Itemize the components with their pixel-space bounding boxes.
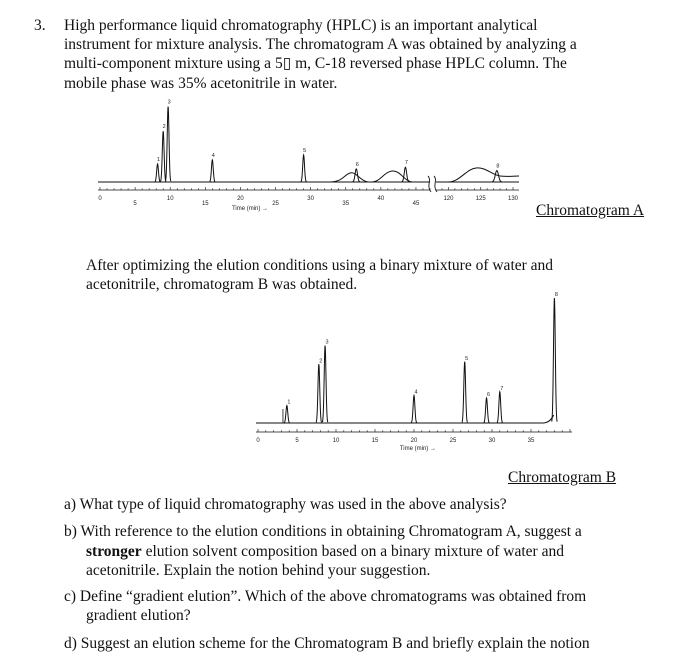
chart-b-baseline xyxy=(256,415,554,423)
chart-a-tick-label: 30 xyxy=(307,196,314,202)
chart-a-tick-label: 25 xyxy=(272,201,279,207)
chart-b-xlabel: Time (min) → xyxy=(399,446,436,452)
chart-b-tick-label: 10 xyxy=(332,438,340,444)
chart-b-peak-8 xyxy=(552,298,557,422)
chart-b-peak-label-7: 7 xyxy=(500,385,504,392)
chart-a-peak-label-8: 8 xyxy=(496,163,500,170)
chart-b-peak-label-2: 2 xyxy=(319,358,323,365)
intro-line-3: multi-component mixture using a 5▯ m, C-18 reversed phase HPLC column. The xyxy=(64,55,567,72)
chart-b-tick-label: 15 xyxy=(371,438,379,444)
chart-a-tick-label: 0 xyxy=(98,196,102,202)
chart-b-peak-label-8: 8 xyxy=(554,292,558,298)
question-number: 3. xyxy=(34,17,46,34)
chart-a-peak-label-1: 1 xyxy=(157,156,161,163)
chart-a-tick-label: 120 xyxy=(443,196,454,202)
chart-b-peak-label-5: 5 xyxy=(465,355,469,362)
chart-a-tick-label: 125 xyxy=(475,196,486,202)
chart-b-peak-label-4: 4 xyxy=(414,389,418,396)
chart-b-peak-5 xyxy=(462,362,467,423)
chart-b-peak-4 xyxy=(411,396,416,423)
stronger-bold: stronger xyxy=(86,543,142,560)
chart-b-peak-1 xyxy=(284,406,289,423)
question-b-line-2-rest: elution solvent composition based on a binary mixture of water and xyxy=(141,543,564,560)
chromatogram-b-caption: Chromatogram B xyxy=(508,469,617,486)
chart-a-peak-label-2: 2 xyxy=(162,124,166,131)
chart-b-tick-label: 25 xyxy=(449,438,457,444)
chart-a-tick-label: 130 xyxy=(507,196,519,202)
intro-line-1: High performance liquid chromatography (HPLC) is an important analytical xyxy=(64,17,538,34)
chart-b-peak-7 xyxy=(497,392,502,423)
middle-line-1: After optimizing the elution conditions using a binary mixture of water and xyxy=(86,257,554,274)
chart-b-peak-2 xyxy=(316,364,321,422)
chart-b-tick-label: 30 xyxy=(488,438,496,444)
question-c-line-2: gradient elution? xyxy=(86,607,191,624)
question-b-line-3: acetonitrile. Explain the notion behind your suggestion. xyxy=(86,562,431,579)
chart-a-tick-label: 35 xyxy=(342,201,350,207)
chart-a-peak-label-6: 6 xyxy=(355,161,359,168)
question-d: d) Suggest an elution scheme for the Chromatogram B and briefly explain the notion xyxy=(64,635,590,652)
chromatogram-a-caption: Chromatogram A xyxy=(536,202,645,219)
question-a: a) What type of liquid chromatography was used in the above analysis? xyxy=(64,496,507,513)
chart-a-peak-label-3: 3 xyxy=(167,99,171,106)
question-b-line-2 xyxy=(86,542,564,561)
chart-b-tick-label: 35 xyxy=(527,438,535,444)
question-b-line-1: b) With reference to the elution conditions in obtaining Chromatogram A, suggest a xyxy=(64,523,582,540)
chart-a-xlabel: Time (min) → xyxy=(231,206,269,212)
chart-a-peak-label-7: 7 xyxy=(404,160,408,167)
chart-a-tick-label: 45 xyxy=(412,201,420,207)
question-c-line-1: c) Define “gradient elution”. Which of the above chromatograms was obtained from xyxy=(64,588,587,605)
chart-b-peak-3 xyxy=(322,346,327,423)
chart-b-peak-label-1: 1 xyxy=(287,399,291,406)
chart-a-peak-label-4: 4 xyxy=(211,152,215,159)
chart-b-peak-6 xyxy=(484,398,489,423)
chart-a-tick-label: 40 xyxy=(377,196,385,202)
chart-a-tick-label: 15 xyxy=(201,201,209,207)
chart-b-tick-label: 5 xyxy=(295,438,299,444)
chart-a-tick-label: 10 xyxy=(166,196,174,202)
chart-b-peak-label-6: 6 xyxy=(487,392,491,398)
chart-a-tick-label: 20 xyxy=(237,196,244,202)
chart-b-peak-label-3: 3 xyxy=(325,339,329,346)
chart-a-tick-label: 5 xyxy=(133,201,137,207)
intro-line-2: instrument for mixture analysis. The chromatogram A was obtained by analyzing a xyxy=(64,36,577,53)
intro-line-4: mobile phase was 35% acetonitrile in water. xyxy=(64,75,338,92)
chart-b-tick-label: 20 xyxy=(410,438,418,444)
chart-b-tick-label: 0 xyxy=(256,438,260,444)
chart-a-peak-label-5: 5 xyxy=(303,147,307,154)
middle-line-2: acetonitrile, chromatogram B was obtained. xyxy=(86,276,358,293)
